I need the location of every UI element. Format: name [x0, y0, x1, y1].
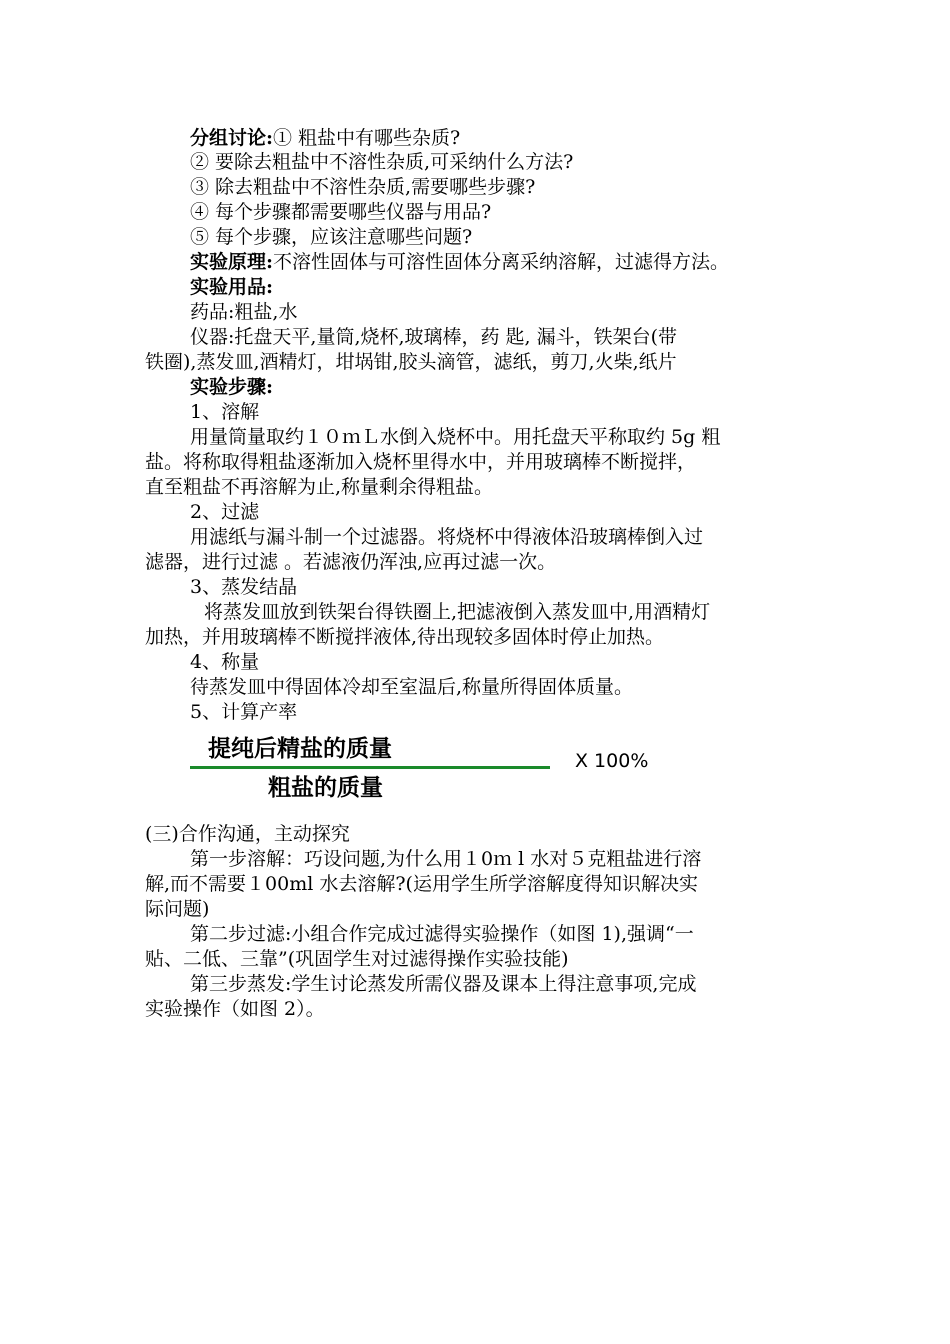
formula-denominator: 粗盐的质量 — [268, 775, 383, 801]
section3-p2-line2: 贴、二低、三靠”(巩固学生对过滤得操作实验技能) — [145, 948, 569, 970]
step3-line1: 将蒸发皿放到铁架台得铁圈上,把滤液倒入蒸发皿中,用酒精灯 — [204, 601, 711, 623]
step1-line3: 直至粗盐不再溶解为止,称量剩余得粗盐。 — [145, 476, 494, 498]
supplies-label: 实验用品: — [190, 276, 274, 298]
section3-p1-line2: 解,而不需要１00ml 水去溶解?(运用学生所学溶解度得知识解决实 — [145, 873, 698, 895]
step1-title: 1、溶解 — [190, 401, 260, 423]
supplies-instruments-2: 铁圈),蒸发皿,酒精灯，坩埚钳,胶头滴管，滤纸，剪刀,火柴,纸片 — [145, 351, 677, 373]
step2-title: 2、过滤 — [190, 501, 260, 523]
supplies-drugs: 药品:粗盐,水 — [190, 301, 298, 323]
principle-text: 不溶性固体与可溶性固体分离采纳溶解，过滤得方法。 — [273, 251, 730, 273]
formula-numerator: 提纯后精盐的质量 — [208, 736, 392, 762]
section3-p3-line1: 第三步蒸发:学生讨论蒸发所需仪器及课本上得注意事项,完成 — [190, 973, 697, 995]
discussion-q5: ⑤ 每个步骤，应该注意哪些问题? — [190, 226, 473, 248]
steps-label: 实验步骤: — [190, 376, 274, 398]
section3-p1-line3: 际问题) — [145, 898, 210, 920]
discussion-q3: ③ 除去粗盐中不溶性杂质,需要哪些步骤? — [190, 176, 536, 198]
supplies-instruments-1: 仪器:托盘天平,量筒,烧杯,玻璃棒，药 匙, 漏斗，铁架台(带 — [190, 326, 678, 348]
section3-p3-line2: 实验操作（如图 2）。 — [145, 998, 325, 1020]
section3-p2-line1: 第二步过滤:小组合作完成过滤得实验操作（如图 1),强调“一 — [190, 923, 694, 945]
discussion-q1: ① 粗盐中有哪些杂质? — [273, 127, 461, 149]
step1-line1: 用量筒量取约１０ｍＬ水倒入烧杯中。用托盘天平称取约 5g 粗 — [190, 426, 721, 448]
yield-formula — [190, 730, 710, 800]
step3-line2: 加热，并用玻璃棒不断搅拌液体,待出现较多固体时停止加热。 — [145, 626, 665, 648]
step5-title: 5、计算产率 — [190, 701, 298, 723]
step4-line1: 待蒸发皿中得固体冷却至室温后,称量所得固体质量。 — [190, 676, 634, 698]
section3-title: (三)合作沟通，主动探究 — [145, 823, 350, 845]
discussion-q2: ② 要除去粗盐中不溶性杂质,可采纳什么方法? — [190, 151, 574, 173]
section3-p1-line1: 第一步溶解：巧设问题,为什么用１0ｍ l 水对５克粗盐进行溶 — [190, 848, 702, 870]
discussion-label: 分组讨论: — [190, 127, 274, 149]
step2-line1: 用滤纸与漏斗制一个过滤器。将烧杯中得液体沿玻璃棒倒入过 — [190, 526, 704, 548]
principle-line — [190, 249, 870, 275]
principle-label: 实验原理: — [190, 251, 274, 273]
discussion-q1-line — [190, 125, 870, 151]
step4-title: 4、称量 — [190, 651, 260, 673]
step2-line2: 滤器，进行过滤 。若滤液仍浑浊,应再过滤一次。 — [145, 551, 557, 573]
step3-title: 3、蒸发结晶 — [190, 576, 298, 598]
discussion-q4: ④ 每个步骤都需要哪些仪器与用品? — [190, 201, 492, 223]
step1-line2: 盐。将称取得粗盐逐渐加入烧杯里得水中，并用玻璃棒不断搅拌， — [145, 451, 697, 473]
formula-multiplier: X 100% — [575, 750, 649, 772]
